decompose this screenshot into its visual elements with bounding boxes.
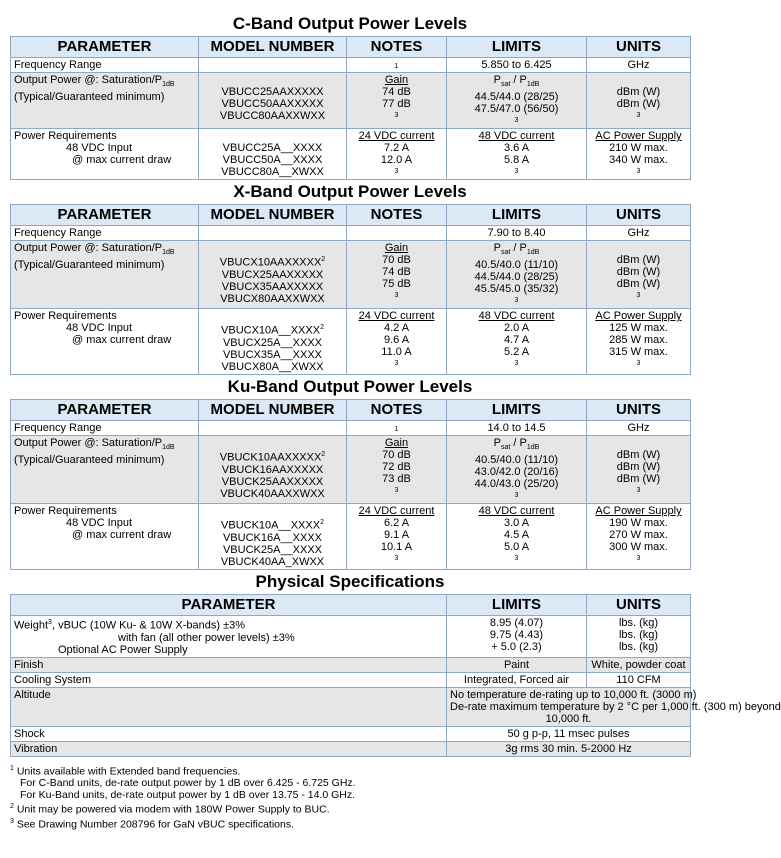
column-header-parameter: PARAMETER xyxy=(11,205,199,226)
section-title: C-Band Output Power Levels xyxy=(232,14,468,33)
footnote xyxy=(10,789,690,801)
column-header-units: UNITS xyxy=(587,37,691,58)
ac-power-header: AC Power Supply xyxy=(595,310,682,323)
param-text: Output Power @: Saturation/P xyxy=(14,74,163,86)
model-cell xyxy=(199,73,347,129)
gain-value: 73 dB xyxy=(382,473,411,486)
current-24v-header: 24 VDC current xyxy=(358,310,435,323)
limits-subscript: sat xyxy=(501,249,511,257)
altitude-text: De-rate maximum temperature by 2 °C per 1,000 ft. (300 m) beyond xyxy=(450,700,781,713)
param-text: @ max current draw xyxy=(72,334,172,347)
limits-cell: Paint xyxy=(447,657,587,672)
model-number: VBUCK10A__XXXX xyxy=(221,519,321,532)
limits-header: P xyxy=(493,74,501,86)
current-24v-value: 9.6 A xyxy=(383,334,410,347)
note-ref: 1 xyxy=(394,426,399,434)
param-text: Weight xyxy=(14,619,49,632)
unit-value: dBm (W) xyxy=(616,449,661,462)
limit-value: 44.5/44.0 (28/25) xyxy=(474,271,559,284)
gain-value: 74 dB xyxy=(382,266,411,279)
current-24v-value: 4.2 A xyxy=(383,322,410,335)
model-number: VBUCC80AAXXWXX xyxy=(219,110,326,122)
model-number: VBUCX25A__XXXX xyxy=(222,337,323,350)
power-requirements-row xyxy=(11,504,691,570)
footnote-ref: 2 xyxy=(320,519,324,527)
limits-cell: 5.850 to 6.425 xyxy=(447,58,587,73)
model-cell xyxy=(199,129,347,180)
param-text: (Typical/Guaranteed minimum) xyxy=(14,91,165,104)
units-cell: GHz xyxy=(587,226,691,241)
unit-value: dBm (W) xyxy=(616,254,661,267)
model-number: VBUCC50AAXXXXX xyxy=(221,98,324,110)
param-text: @ max current draw xyxy=(72,154,172,167)
param-cell xyxy=(11,241,199,309)
limits-header: / P xyxy=(510,437,527,450)
model-number: VBUCC25A__XXXX xyxy=(222,142,323,155)
model-number: VBUCC50A__XXXX xyxy=(222,154,323,167)
column-header-units: UNITS xyxy=(587,400,691,421)
units-cell xyxy=(587,241,691,309)
model-number: VBUCX35A__XXXX xyxy=(222,349,323,362)
ac-power-value: 270 W max. xyxy=(609,529,668,542)
output-power-row xyxy=(11,73,691,129)
current-24v-value: 9.1 A xyxy=(383,529,410,542)
unit-value: dBm (W) xyxy=(616,278,661,291)
limit-value: 45.5/45.0 (35/32) xyxy=(474,283,559,296)
limits-cell xyxy=(447,309,587,375)
spec-sheet xyxy=(10,12,781,831)
gain-header: Gain xyxy=(384,74,409,86)
note-ref: 3 xyxy=(514,117,519,125)
limit-value: + 5.0 (2.3) xyxy=(491,640,542,653)
param-text: 48 VDC Input xyxy=(66,517,133,530)
notes-cell xyxy=(347,241,447,309)
column-header-limits: LIMITS xyxy=(447,400,587,421)
limits-cell: Integrated, Forced air xyxy=(447,672,587,687)
weight-row xyxy=(11,615,691,657)
footnote-text: For Ku-Band units, de-rate output power by 1 dB over 13.75 - 14.0 GHz. xyxy=(20,789,356,802)
note-ref: 1 xyxy=(394,63,399,70)
physical-table xyxy=(10,594,781,757)
current-24v-value: 7.2 A xyxy=(383,142,410,155)
model-cell xyxy=(199,504,347,570)
model-number: VBUCK25A__XXXX xyxy=(222,543,323,556)
model-number: VBUCK40AA_XWXX xyxy=(220,555,325,568)
note-ref: 3 xyxy=(394,487,399,495)
gain-value: 72 dB xyxy=(382,461,411,474)
gain-value: 70 dB xyxy=(382,254,411,267)
frequency-row xyxy=(11,58,691,73)
limits-header: P xyxy=(493,242,501,255)
unit-value: dBm (W) xyxy=(616,98,661,110)
note-ref: 3 xyxy=(514,360,519,368)
column-header-parameter: PARAMETER xyxy=(11,594,447,615)
limits-subscript: sat xyxy=(501,81,511,89)
units-cell xyxy=(587,309,691,375)
unit-value: lbs. (kg) xyxy=(618,616,659,629)
current-24v-value: 6.2 A xyxy=(383,517,410,530)
column-header-units: UNITS xyxy=(587,594,691,615)
band-table xyxy=(10,399,691,570)
note-ref: 3 xyxy=(636,487,641,495)
footnote-ref: 3 xyxy=(10,817,14,825)
units-cell: 110 CFM xyxy=(587,672,691,687)
model-number: VBUCX25AAXXXXX xyxy=(221,268,324,281)
units-cell xyxy=(587,436,691,504)
note-ref: 3 xyxy=(394,292,399,300)
model-number: VBUCX80A__XWXX xyxy=(221,361,324,374)
notes-cell xyxy=(347,309,447,375)
note-ref: 3 xyxy=(636,360,641,368)
notes-cell xyxy=(347,436,447,504)
limits-subscript: 1dB xyxy=(526,81,540,89)
column-header-notes: NOTES xyxy=(347,37,447,58)
notes-cell xyxy=(347,226,447,241)
limit-value: 44.0/43.0 (25/20) xyxy=(474,478,559,491)
footnote-ref: 2 xyxy=(10,803,14,811)
limit-value: 47.5/47.0 (56/50) xyxy=(474,103,559,116)
notes-cell xyxy=(347,421,447,436)
finish-row xyxy=(11,657,691,672)
param-cell: Shock xyxy=(11,726,447,741)
footnote-ref: 1 xyxy=(10,764,14,772)
model-number: VBUCX10AAXXXXX xyxy=(219,256,322,269)
frequency-row xyxy=(11,226,691,241)
param-text: Output Power @: Saturation/P xyxy=(14,242,163,255)
model-cell xyxy=(199,241,347,309)
band-table xyxy=(10,36,691,180)
units-cell: White, powder coat xyxy=(587,657,691,672)
param-cell xyxy=(11,436,199,504)
gain-value: 70 dB xyxy=(382,449,411,462)
current-48v-value: 5.8 A xyxy=(503,154,530,167)
note-ref: 3 xyxy=(636,555,641,563)
units-cell xyxy=(587,615,691,657)
column-header-model-number: MODEL NUMBER xyxy=(199,205,347,226)
limit-value: 40.5/40.0 (11/10) xyxy=(475,454,558,467)
limits-subscript: 1dB xyxy=(526,444,540,452)
column-header-notes: NOTES xyxy=(347,400,447,421)
current-48v-value: 2.0 A xyxy=(503,322,530,335)
units-cell xyxy=(587,504,691,570)
note-ref: 3 xyxy=(636,168,641,176)
footnote-text: For C-Band units, de-rate output power by 1 dB over 6.425 - 6.725 GHz. xyxy=(20,777,356,790)
footnote-ref: 2 xyxy=(321,451,326,459)
current-48v-header: 48 VDC current xyxy=(478,310,555,323)
note-ref: 3 xyxy=(394,555,399,563)
output-power-row xyxy=(11,241,691,309)
limit-value: 9.75 (4.43) xyxy=(489,628,544,641)
note-ref: 3 xyxy=(394,360,399,368)
power-requirements-row xyxy=(11,129,691,180)
model-cell xyxy=(199,226,347,241)
header-row xyxy=(11,400,691,421)
param-cell: Cooling System xyxy=(11,672,447,687)
units-cell xyxy=(587,73,691,129)
gain-header: Gain xyxy=(384,437,409,450)
param-cell: Vibration xyxy=(11,741,447,756)
gain-value: 74 dB xyxy=(382,86,411,98)
unit-value: lbs. (kg) xyxy=(618,640,659,653)
section-title: X-Band Output Power Levels xyxy=(233,182,467,202)
limits-cell xyxy=(447,615,587,657)
limit-value: 44.5/44.0 (28/25) xyxy=(474,91,559,104)
param-text: Power Requirements xyxy=(14,505,117,518)
current-24v-value: 12.0 A xyxy=(380,154,413,167)
ac-power-header: AC Power Supply xyxy=(595,130,682,143)
model-number: VBUCK16AAXXXXX xyxy=(221,463,324,476)
column-header-limits: LIMITS xyxy=(447,37,587,58)
current-48v-header: 48 VDC current xyxy=(478,130,555,143)
notes-cell xyxy=(347,129,447,180)
param-text: Power Requirements xyxy=(14,310,117,323)
cooling-row xyxy=(11,672,691,687)
column-header-limits: LIMITS xyxy=(447,594,587,615)
current-24v-header: 24 VDC current xyxy=(358,505,435,518)
unit-value: dBm (W) xyxy=(616,473,661,486)
param-cell xyxy=(11,504,199,570)
footnote xyxy=(10,777,690,789)
footnote-text: Units available with Extended band frequencies. xyxy=(13,765,241,778)
shock-row xyxy=(11,726,691,741)
limits-subscript: 1dB xyxy=(526,249,540,257)
param-cell: Altitude xyxy=(11,687,447,726)
ac-power-header: AC Power Supply xyxy=(595,505,682,518)
param-cell xyxy=(11,615,447,657)
note-ref: 3 xyxy=(394,112,399,119)
limit-value: 8.95 (4.07) xyxy=(489,616,544,629)
column-header-model-number: MODEL NUMBER xyxy=(199,37,347,58)
model-number: VBUCK25AAXXXXX xyxy=(221,475,324,488)
param-text: (Typical/Guaranteed minimum) xyxy=(14,454,165,467)
param-cell xyxy=(11,73,199,129)
gain-value: 77 dB xyxy=(382,98,411,110)
param-cell: Frequency Range xyxy=(11,58,199,73)
limits-cell xyxy=(447,436,587,504)
note-ref: 3 xyxy=(514,492,519,500)
footnote-text: Unit may be powered via modem with 180W Power Supply to BUC. xyxy=(13,803,330,816)
param-text: 48 VDC Input xyxy=(66,322,133,335)
limits-cell xyxy=(447,73,587,129)
limits-cell: 7.90 to 8.40 xyxy=(447,226,587,241)
unit-value: dBm (W) xyxy=(616,86,661,98)
unit-value: dBm (W) xyxy=(616,461,661,474)
ac-power-value: 315 W max. xyxy=(609,346,668,359)
model-number: VBUCX80AAXXWXX xyxy=(220,292,325,305)
model-number: VBUCC25AAXXXXX xyxy=(221,86,324,98)
param-text: (Typical/Guaranteed minimum) xyxy=(14,259,165,272)
column-header-limits: LIMITS xyxy=(447,205,587,226)
param-subscript: 1dB xyxy=(162,81,175,89)
footnote-text: See Drawing Number 208796 for GaN vBUC specifications. xyxy=(13,818,295,831)
header-row xyxy=(11,205,691,226)
column-header-notes: NOTES xyxy=(347,205,447,226)
param-cell: Frequency Range xyxy=(11,226,199,241)
power-requirements-row xyxy=(11,309,691,375)
ac-power-value: 125 W max. xyxy=(609,322,668,335)
ac-power-value: 285 W max. xyxy=(609,334,668,347)
current-48v-value: 4.7 A xyxy=(503,334,530,347)
unit-value: dBm (W) xyxy=(616,266,661,279)
current-24v-value: 10.1 A xyxy=(380,541,413,554)
notes-cell xyxy=(347,504,447,570)
notes-cell xyxy=(347,73,447,129)
limits-cell xyxy=(447,504,587,570)
header-row xyxy=(11,37,691,58)
footnotes xyxy=(10,763,690,831)
model-number: VBUCK40AAXXWXX xyxy=(220,487,325,500)
param-text: Optional AC Power Supply xyxy=(58,643,188,656)
output-power-row xyxy=(11,436,691,504)
altitude-row xyxy=(11,687,691,726)
limits-cell xyxy=(447,241,587,309)
current-48v-value: 4.5 A xyxy=(503,529,530,542)
section-title: Physical Specifications xyxy=(255,571,445,591)
note-ref: 3 xyxy=(514,168,519,176)
limits-header: / P xyxy=(510,242,527,255)
header-row xyxy=(11,594,691,615)
param-text: with fan (all other power levels) ±3% xyxy=(118,631,295,644)
note-ref: 3 xyxy=(514,555,519,563)
ac-power-value: 340 W max. xyxy=(609,154,668,167)
model-cell xyxy=(199,58,347,73)
units-cell: GHz xyxy=(587,58,691,73)
current-24v-header: 24 VDC current xyxy=(358,130,435,143)
note-ref: 3 xyxy=(394,168,399,176)
model-cell xyxy=(199,436,347,504)
notes-cell xyxy=(347,58,447,73)
limit-value: 40.5/40.0 (11/10) xyxy=(475,259,558,272)
ac-power-value: 190 W max. xyxy=(609,517,668,530)
units-cell: GHz xyxy=(587,421,691,436)
ac-power-value: 300 W max. xyxy=(609,541,668,554)
param-cell xyxy=(11,129,199,180)
footnote xyxy=(10,801,690,816)
limits-cell xyxy=(447,129,587,180)
current-24v-value: 11.0 A xyxy=(381,346,412,359)
param-cell: Finish xyxy=(11,657,447,672)
current-48v-header: 48 VDC current xyxy=(478,505,555,518)
param-text: , vBUC (10W Ku- & 10W X-bands) ±3% xyxy=(51,619,246,632)
param-text: Output Power @: Saturation/P xyxy=(14,437,163,450)
limits-cell xyxy=(447,687,781,726)
limits-header: P xyxy=(493,437,501,450)
note-ref: 3 xyxy=(636,112,641,119)
section-title: Ku-Band Output Power Levels xyxy=(227,377,473,397)
ac-power-value: 210 W max. xyxy=(609,142,668,155)
gain-value: 75 dB xyxy=(382,278,411,291)
param-cell xyxy=(11,309,199,375)
param-text: @ max current draw xyxy=(72,529,172,542)
column-header-units: UNITS xyxy=(587,205,691,226)
model-number: VBUCC80A__XWXX xyxy=(221,166,324,179)
model-number: VBUCX35AAXXXXX xyxy=(221,280,324,293)
note-ref: 3 xyxy=(636,292,641,300)
column-header-parameter: PARAMETER xyxy=(11,400,199,421)
unit-value: lbs. (kg) xyxy=(618,628,659,641)
model-number: VBUCK16A__XXXX xyxy=(222,531,323,544)
param-text: Power Requirements xyxy=(14,130,117,143)
footnote-ref: 2 xyxy=(321,256,326,264)
column-header-parameter: PARAMETER xyxy=(11,37,199,58)
current-48v-value: 3.0 A xyxy=(503,517,530,530)
model-number: VBUCX10A__XXXX xyxy=(221,325,321,338)
footnote xyxy=(10,816,690,831)
param-cell: Frequency Range xyxy=(11,421,199,436)
param-text: 48 VDC Input xyxy=(66,142,133,155)
units-cell xyxy=(587,129,691,180)
limit-value: 43.0/42.0 (20/16) xyxy=(474,466,559,479)
altitude-text: No temperature de-rating up to 10,000 ft. (3000 m) xyxy=(450,688,697,701)
limits-cell: 3g rms 30 min. 5-2000 Hz xyxy=(447,741,691,756)
band-table xyxy=(10,204,691,375)
footnote-ref: 2 xyxy=(320,324,324,332)
model-cell xyxy=(199,421,347,436)
current-48v-value: 5.2 A xyxy=(503,346,530,359)
param-subscript: 1dB xyxy=(162,249,175,257)
model-number: VBUCK10AAXXXXX xyxy=(219,451,322,464)
column-header-model-number: MODEL NUMBER xyxy=(199,400,347,421)
limits-subscript: sat xyxy=(501,444,511,452)
param-subscript: 1dB xyxy=(162,444,175,452)
limits-header: / P xyxy=(510,74,527,86)
frequency-row xyxy=(11,421,691,436)
current-48v-value: 5.0 A xyxy=(503,541,530,554)
note-ref: 3 xyxy=(514,297,519,305)
limits-cell: 50 g p-p, 11 msec pulses xyxy=(447,726,691,741)
current-48v-value: 3.6 A xyxy=(503,142,530,155)
limits-cell: 14.0 to 14.5 xyxy=(447,421,587,436)
altitude-text: 10,000 ft. xyxy=(545,712,592,725)
footnote-ref: 3 xyxy=(48,618,52,626)
gain-header: Gain xyxy=(384,242,409,255)
footnote xyxy=(10,763,690,778)
model-cell xyxy=(199,309,347,375)
vibration-row xyxy=(11,741,691,756)
